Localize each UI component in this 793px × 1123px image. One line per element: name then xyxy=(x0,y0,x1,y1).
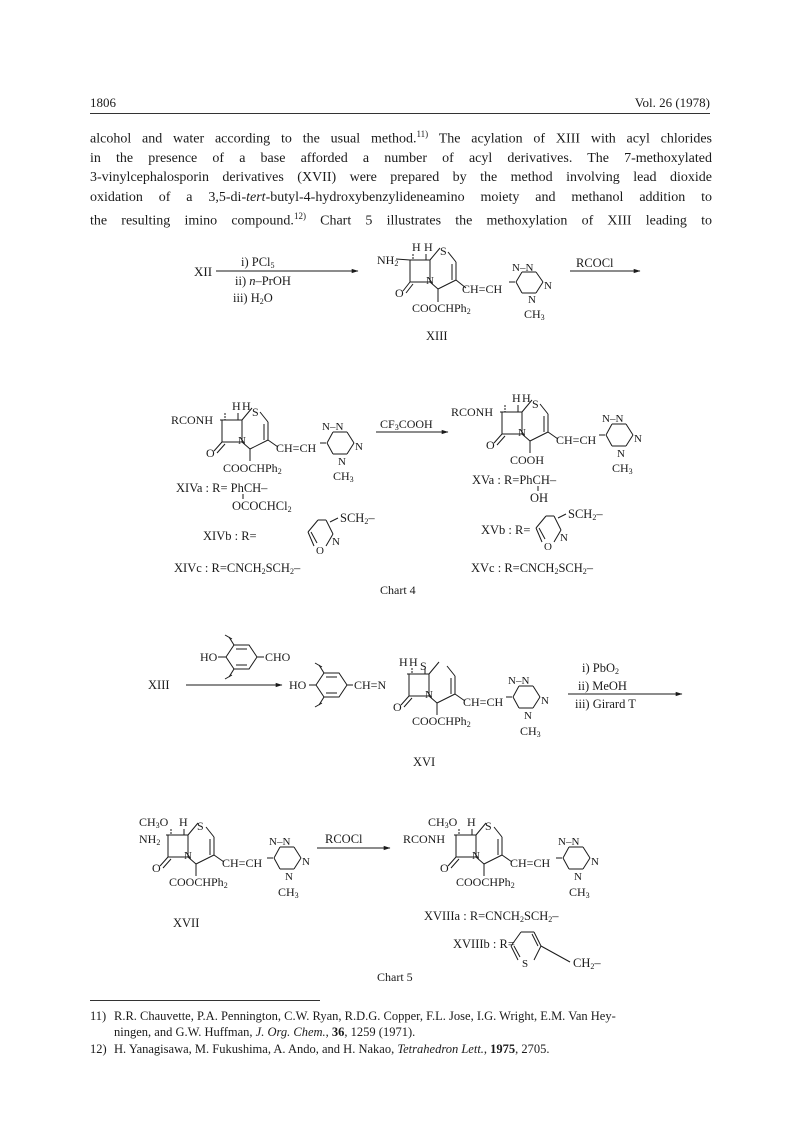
svg-text:COOH: COOH xyxy=(510,453,545,467)
svg-text:O: O xyxy=(544,541,552,553)
xiii-label-c5: XIII xyxy=(148,678,170,692)
svg-text:N: N xyxy=(238,435,246,447)
svg-text:O: O xyxy=(393,700,402,714)
svg-text:H: H xyxy=(412,240,421,254)
xvb-label: XVb : R= xyxy=(481,523,531,537)
body-paragraph: alcohol and water according to the usual method.$^{11)}$ The acylation of XIII with acyl chlorides in the presence of a base afforded a number of acyl derivatives. The 7-methoxylated 3-vinylcephalosporin derivatives (XVII) were prepared by the method involving lead dioxide oxidation of a 3,5-di-tert-butyl-4-hydroxybenzylideneamino moiety and methanol addition to the resulting imino compound.$^{12)}$ Chart 5 illustrates the methoxylation of XIII leading to xyxy=(90,129,712,229)
svg-text:O: O xyxy=(316,545,324,557)
svg-text:H: H xyxy=(399,655,408,669)
svg-text:N–N: N–N xyxy=(269,836,291,848)
xviiib-label: XVIIIb : R= xyxy=(453,937,515,951)
svg-text:NH2: NH2 xyxy=(139,832,161,847)
svg-text:H: H xyxy=(242,399,251,413)
svg-text:CH=CH: CH=CH xyxy=(222,856,263,870)
svg-text:S: S xyxy=(485,819,492,833)
svg-text:N: N xyxy=(524,710,532,722)
cond-pbo2: i) PbO2 xyxy=(582,661,619,676)
xivb-sch2: SCH2– xyxy=(340,511,375,526)
svg-text:CH=CH: CH=CH xyxy=(556,433,597,447)
svg-text:N: N xyxy=(541,695,549,707)
svg-text:N: N xyxy=(518,427,526,439)
svg-text:COOCHPh2: COOCHPh2 xyxy=(456,875,515,890)
svg-text:S: S xyxy=(522,958,529,970)
svg-text:COOCHPh2: COOCHPh2 xyxy=(412,714,471,729)
svg-text:H: H xyxy=(467,815,476,829)
page-number: 1806 xyxy=(90,95,116,110)
svg-text:H: H xyxy=(424,240,433,254)
svg-text:CH3O: CH3O xyxy=(428,815,458,830)
svg-text:N–N: N–N xyxy=(508,675,530,687)
thiophene-ring xyxy=(511,932,570,962)
svg-text:CH3: CH3 xyxy=(524,307,545,322)
svg-text:N: N xyxy=(302,856,310,868)
xii-label: XII xyxy=(194,264,213,279)
svg-text:N: N xyxy=(634,433,642,445)
svg-text:N–N: N–N xyxy=(322,421,344,433)
svg-text:NH2: NH2 xyxy=(377,253,399,268)
svg-text:COOCHPh2: COOCHPh2 xyxy=(412,301,471,316)
svg-text:N: N xyxy=(355,441,363,453)
svg-text:N: N xyxy=(332,536,340,548)
xva-oh: OH xyxy=(530,491,549,505)
svg-text:RCONH: RCONH xyxy=(403,832,446,846)
svg-text:H: H xyxy=(522,391,531,405)
xviiib-ch2: CH2– xyxy=(573,956,601,971)
rcocl-2: RCOCl xyxy=(325,832,363,846)
svg-text:HO: HO xyxy=(200,650,218,664)
svg-text:N: N xyxy=(425,689,433,701)
svg-text:RCONH: RCONH xyxy=(451,405,494,419)
svg-text:N: N xyxy=(285,871,293,883)
cf3cooh-label: CF3COOH xyxy=(380,417,433,432)
svg-text:H: H xyxy=(409,655,418,669)
svg-text:COOCHPh2: COOCHPh2 xyxy=(169,875,228,890)
svg-text:CH=CH: CH=CH xyxy=(462,282,503,296)
svg-text:CH=CH: CH=CH xyxy=(463,695,504,709)
xiva-label: XIVa : R= PhCH– xyxy=(176,481,268,495)
svg-text:CHO: CHO xyxy=(265,650,291,664)
svg-text:O: O xyxy=(206,446,215,460)
svg-text:CH3: CH3 xyxy=(569,885,590,900)
footnote-rule xyxy=(90,1000,320,1001)
svg-text:CH=N: CH=N xyxy=(354,678,387,692)
xiii-label: XIII xyxy=(426,329,448,343)
xvb-sch2: SCH2– xyxy=(568,507,603,522)
volume-label: Vol. 26 (1978) xyxy=(634,95,710,110)
cond-water: iii) H2O xyxy=(233,291,273,306)
svg-text:HO: HO xyxy=(289,678,307,692)
svg-text:N–N: N–N xyxy=(512,262,534,274)
chart-4-caption: Chart 4 xyxy=(380,583,416,597)
xivc-label: XIVc : R=CNCH2SCH2– xyxy=(174,561,301,576)
svg-text:N: N xyxy=(560,532,568,544)
svg-text:CH3: CH3 xyxy=(333,469,354,484)
svg-text:CH3: CH3 xyxy=(612,461,633,476)
xvii-label: XVII xyxy=(173,916,200,930)
svg-text:CH=CH: CH=CH xyxy=(276,441,317,455)
svg-text:S: S xyxy=(440,244,447,258)
svg-text:N: N xyxy=(184,850,192,862)
svg-text:N: N xyxy=(472,850,480,862)
xvc-label: XVc : R=CNCH2SCH2– xyxy=(471,561,594,576)
xvi-label: XVI xyxy=(413,755,436,769)
svg-text:S: S xyxy=(252,405,259,419)
xiva-ester: OCOCHCl2 xyxy=(232,499,292,514)
svg-text:H: H xyxy=(179,815,188,829)
footnote-11: 11) R.R. Chauvette, P.A. Pennington, C.W. Ryan, R.D.G. Copper, F.L. Jose, I.G. Wright, E.M. Van Hey- ningen, and G.W. Huffman, J. Org. Chem., 36, 1259 (1971). xyxy=(90,1009,616,1039)
svg-text:N: N xyxy=(426,275,434,287)
cond-meoh: ii) MeOH xyxy=(578,679,627,693)
svg-text:O: O xyxy=(486,438,495,452)
xva-label: XVa : R=PhCH– xyxy=(472,473,557,487)
cond-girard: iii) Girard T xyxy=(575,697,636,711)
svg-text:COOCHPh2: COOCHPh2 xyxy=(223,461,282,476)
svg-text:O: O xyxy=(440,861,449,875)
svg-text:CH3: CH3 xyxy=(520,724,541,739)
svg-text:N–N: N–N xyxy=(558,836,580,848)
svg-text:N: N xyxy=(617,448,625,460)
svg-text:N: N xyxy=(338,456,346,468)
svg-text:S: S xyxy=(197,819,204,833)
svg-text:H: H xyxy=(232,399,241,413)
svg-text:N: N xyxy=(574,871,582,883)
rcocl-1: RCOCl xyxy=(576,256,614,270)
footnote-12: 12) H. Yanagisawa, M. Fukushima, A. Ando, and H. Nakao, Tetrahedron Lett., 1975, 2705. xyxy=(90,1042,550,1056)
svg-text:H: H xyxy=(512,391,521,405)
hydroxybenzaldehyde xyxy=(218,635,264,679)
svg-text:N–N: N–N xyxy=(602,413,624,425)
svg-text:RCONH: RCONH xyxy=(171,413,214,427)
cond-propanol: ii) n–PrOH xyxy=(235,274,291,288)
svg-text:CH3: CH3 xyxy=(278,885,299,900)
cond-pcl5: i) PCl5 xyxy=(241,255,275,270)
svg-text:CH=CH: CH=CH xyxy=(510,856,551,870)
xivb-label: XIVb : R= xyxy=(203,529,257,543)
svg-text:N: N xyxy=(591,856,599,868)
svg-text:S: S xyxy=(532,397,539,411)
xviiia-label: XVIIIa : R=CNCH2SCH2– xyxy=(424,909,559,924)
svg-text:CH3O: CH3O xyxy=(139,815,169,830)
svg-text:O: O xyxy=(152,861,161,875)
svg-text:S: S xyxy=(420,659,427,673)
chart-5-caption: Chart 5 xyxy=(377,970,413,984)
svg-text:N: N xyxy=(528,294,536,306)
svg-text:N: N xyxy=(544,280,552,292)
svg-text:O: O xyxy=(395,286,404,300)
